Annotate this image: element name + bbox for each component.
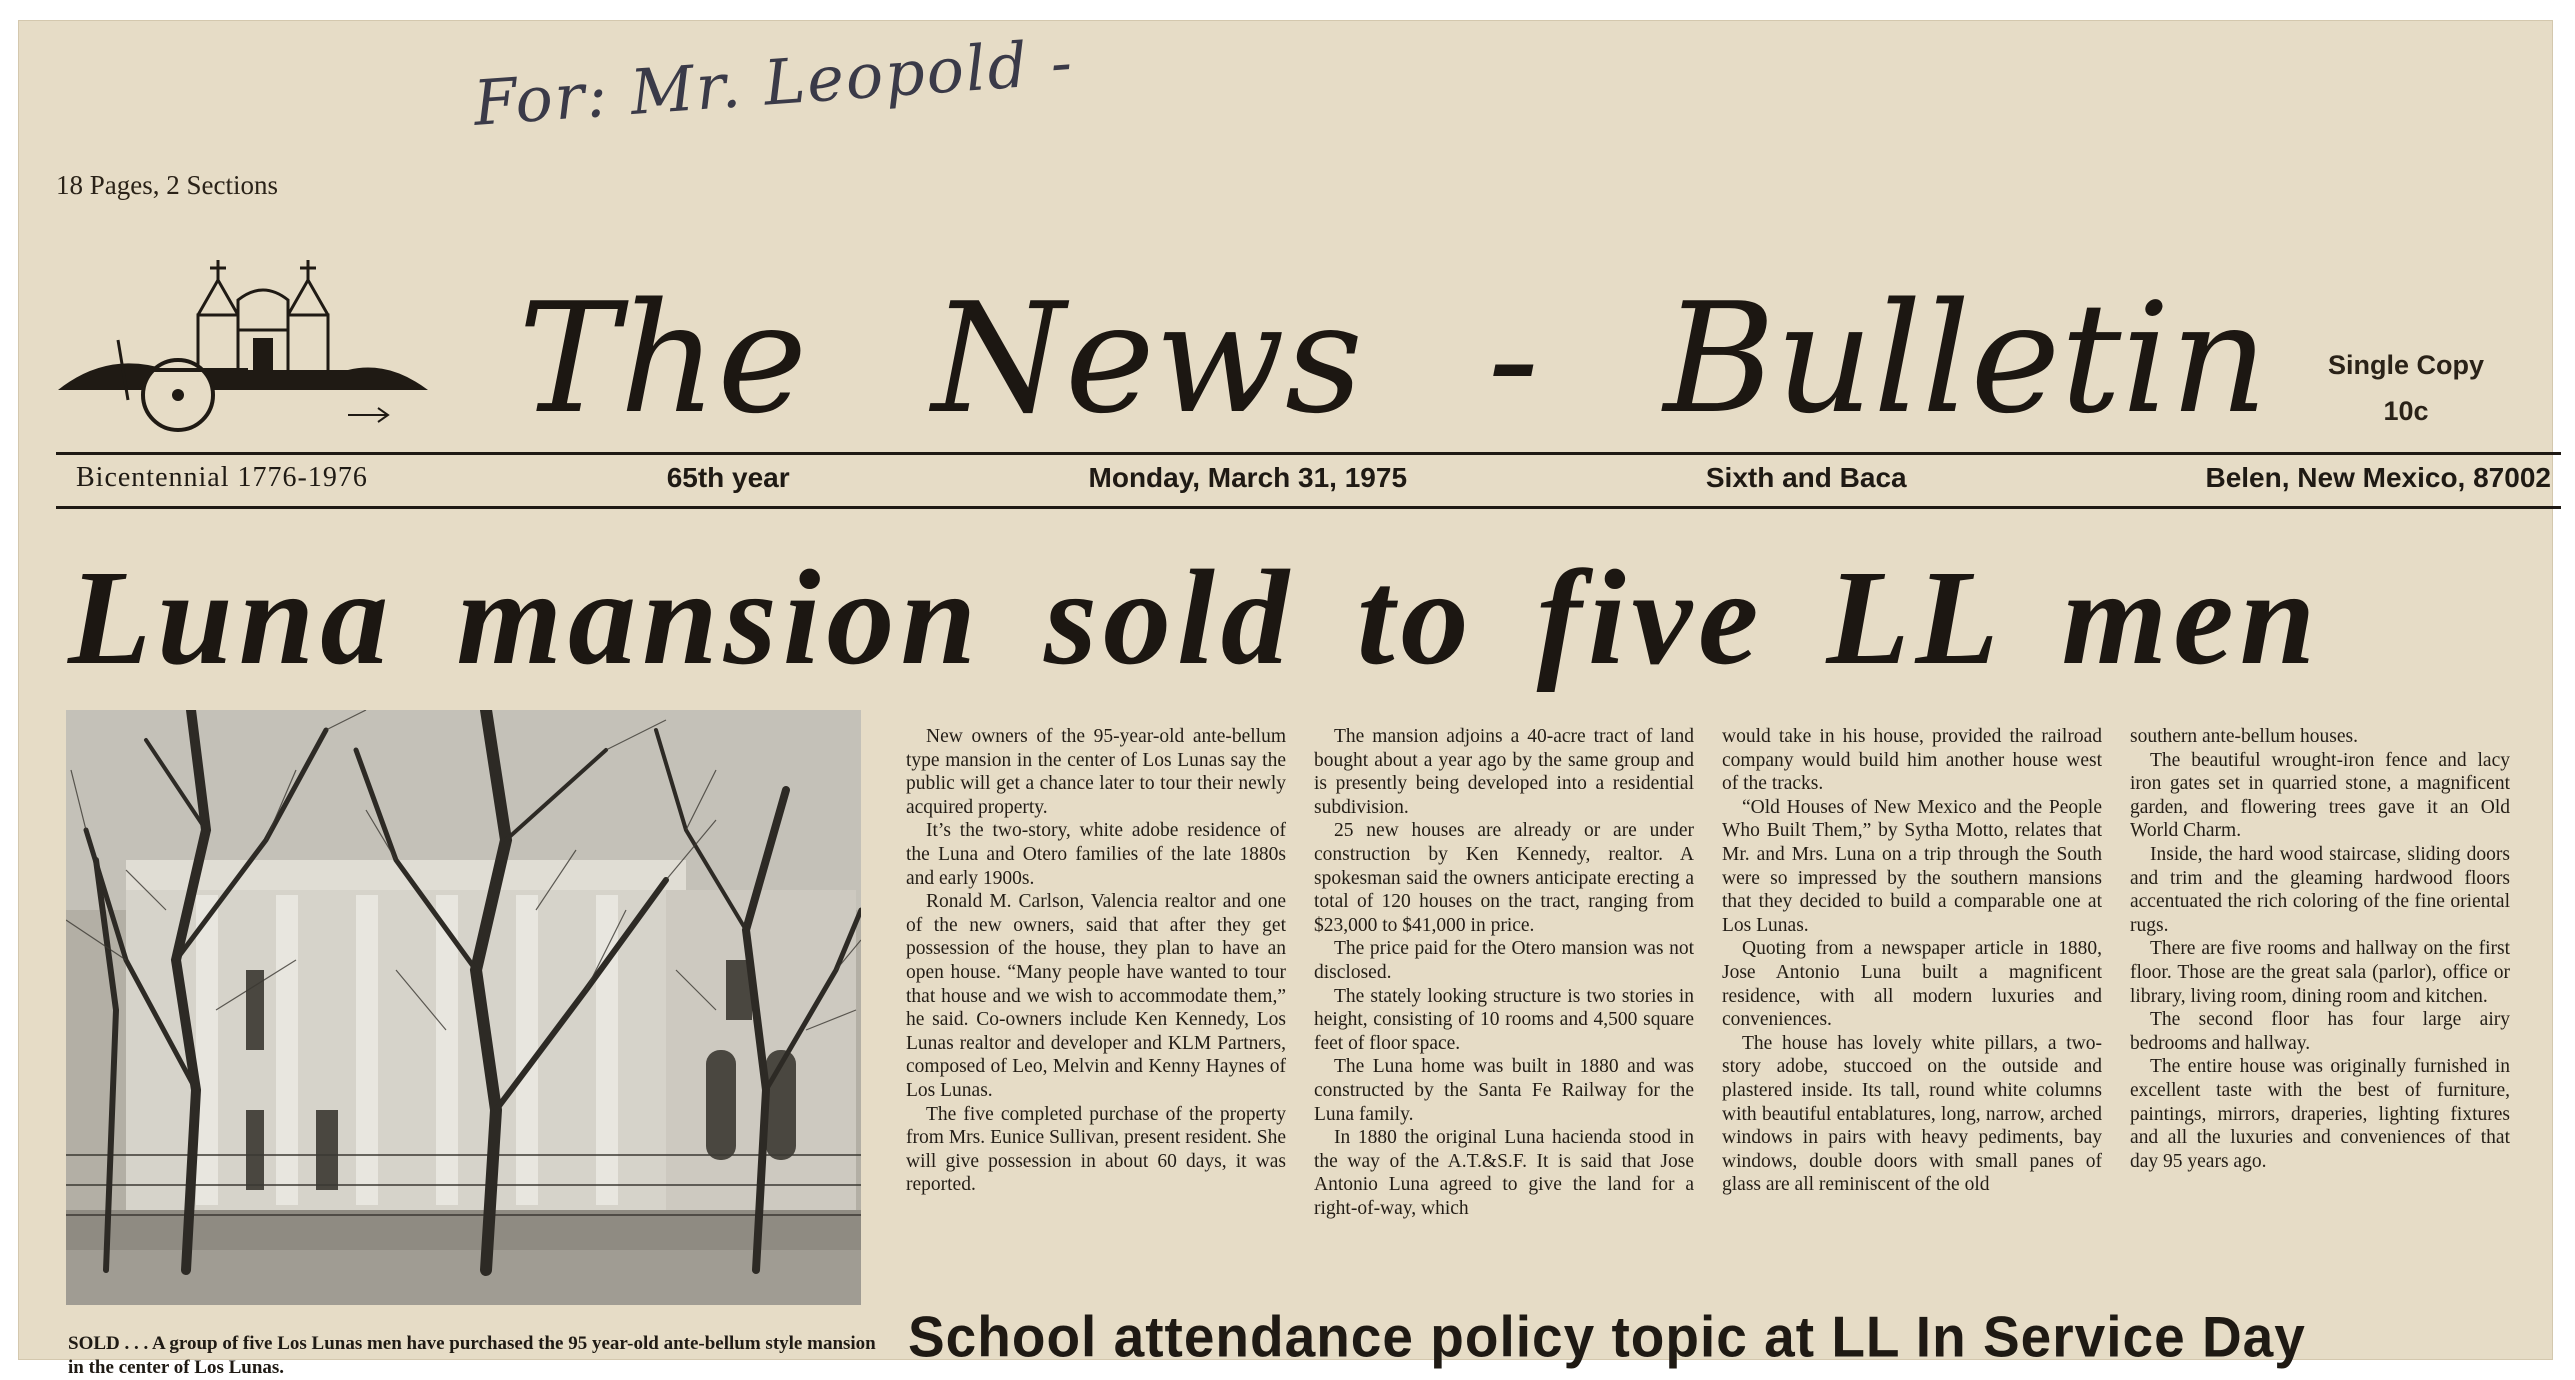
article-paragraph: would take in his house, provided the railroad company would build him another house west of the tracks.: [1722, 726, 2102, 795]
article-paragraph: The price paid for the Otero mansion was not disclosed.: [1314, 938, 1694, 983]
newspaper-clipping: [18, 20, 2553, 1378]
article-paragraph: The entire house was originally furnished in excellent taste with the best of furniture, paintings, mirrors, draperies, lighting fixtures and all the luxuries and conveniences of that day 95 years ago.: [2130, 1056, 2510, 1172]
article-paragraph: The second floor has four large airy bedrooms and hallway.: [2130, 1009, 2510, 1054]
article-paragraph: The five completed purchase of the property from Mrs. Eunice Sullivan, present resident. She will give possession in about 60 days, it was reported.: [906, 1103, 1286, 1196]
photo-caption: SOLD . . . A group of five Los Lunas men have purchased the 95 year-old ante-bellum style mansion in the center of Los Lunas.: [68, 1333, 876, 1378]
masthead-word: The: [518, 270, 808, 447]
masthead-word: News: [931, 270, 1363, 447]
masthead-title: [518, 270, 2268, 447]
article-paragraph: 25 new houses are already or are under construction by Ken Kennedy, realtor. A spokesman said the owners anticipate erecting a total of 120 houses on the tract, ranging from $23,000 to $41,000 in price.: [1314, 820, 1694, 936]
dateline: [76, 462, 2551, 494]
article-paragraph: It’s the two-story, white adobe residence of the Luna and Otero families of the late 1880s and early 1900s.: [906, 820, 1286, 889]
article-paragraph: The stately looking structure is two stories in height, consisting of 10 rooms and 4,500 square feet of floor space.: [1314, 985, 1694, 1054]
article-paragraph: The mansion adjoins a 40-acre tract of land bought about a year ago by the same group and is presently being developed into a residential subdivision.: [1314, 726, 1694, 818]
price-value: 10c: [2383, 396, 2429, 426]
masthead-word: Bulletin: [1663, 270, 2268, 447]
masthead-word: -: [1487, 270, 1539, 447]
mission-church-cart-logo-icon: [48, 220, 438, 450]
article-paragraph: Inside, the hard wood staircase, sliding doors and trim and the gleaming hardwood floors accentuated the rich coloring of the fine oriental rugs.: [2130, 843, 2510, 936]
address-label: Sixth and Baca: [1705, 462, 1907, 493]
article-paragraph: The house has lovely white pillars, a two-story adobe, stuccoed on the outside and plastered inside. Its tall, round white columns with beautiful entablatures, long, narrow, arched windows in pairs with heavy pediments, bay windows, double doors with small panes of glass are all reminiscent of the old: [1722, 1032, 2102, 1196]
price-label: Single Copy: [2328, 350, 2485, 380]
dateline-top-rule: [56, 452, 2561, 455]
article-paragraph: southern ante-bellum houses.: [2130, 726, 2358, 747]
headline: Luna mansion sold to five LL men: [68, 543, 2322, 693]
article-column-4: [2130, 725, 2510, 1173]
handwritten-note: For: Mr. Leopold -: [471, 25, 1077, 140]
mansion-photo: [66, 710, 861, 1305]
pages-note: 18 Pages, 2 Sections: [56, 170, 278, 200]
year-label: 65th year: [666, 462, 790, 493]
second-headline: School attendance policy topic at LL In Service Day: [908, 1304, 2306, 1370]
article-column-1: [906, 725, 1286, 1197]
city-label: Belen, New Mexico, 87002: [2205, 462, 2551, 493]
dateline-bottom-rule: [56, 506, 2561, 509]
article-paragraph: New owners of the 95-year-old ante-bellum type mansion in the center of Los Lunas say the public will get a chance later to tour their newly acquired property.: [906, 726, 1286, 818]
price-box: [2328, 342, 2484, 434]
date-label: Monday, March 31, 1975: [1088, 462, 1408, 493]
article-column-3: [1722, 725, 2102, 1197]
article-paragraph: “Old Houses of New Mexico and the People Who Built Them,” by Sytha Motto, relates that Mr. and Mrs. Luna on a trip through the South were so impressed by the southern mansions that they decided to build a comparable one at Los Lunas.: [1722, 796, 2102, 936]
article-paragraph: The Luna home was built in 1880 and was constructed by the Santa Fe Railway for the Luna family.: [1314, 1056, 1694, 1125]
article-paragraph: Ronald M. Carlson, Valencia realtor and one of the new owners, said that after they get possession of the house, they plan to have an open house. “Many people have wanted to tour that house and we wish to accommodate them,” he said. Co-owners include Ken Kennedy, Los Lunas realtor and developer and KLM Partners, composed of Leo, Melvin and Kenny Haynes of Los Lunas.: [906, 891, 1286, 1101]
article-column-2: [1314, 725, 1694, 1220]
article-paragraph: Quoting from a newspaper article in 1880, Jose Antonio Luna built a magnificent residence, with all modern luxuries and conveniences.: [1722, 938, 2102, 1031]
article-paragraph: There are five rooms and hallway on the first floor. Those are the great sala (parlor), office or library, living room, dining room and kitchen.: [2130, 938, 2510, 1007]
bicentennial-label: Bicentennial 1776-1976: [76, 462, 368, 493]
article-paragraph: In 1880 the original Luna hacienda stood in the way of the A.T.&S.F. It is said that Jose Antonio Luna agreed to give the land for a right-of-way, which: [1314, 1127, 1694, 1219]
article-paragraph: The beautiful wrought-iron fence and lacy iron gates set in quarried stone, a magnificent garden, and flowering trees gave it an Old World Charm.: [2130, 749, 2510, 842]
